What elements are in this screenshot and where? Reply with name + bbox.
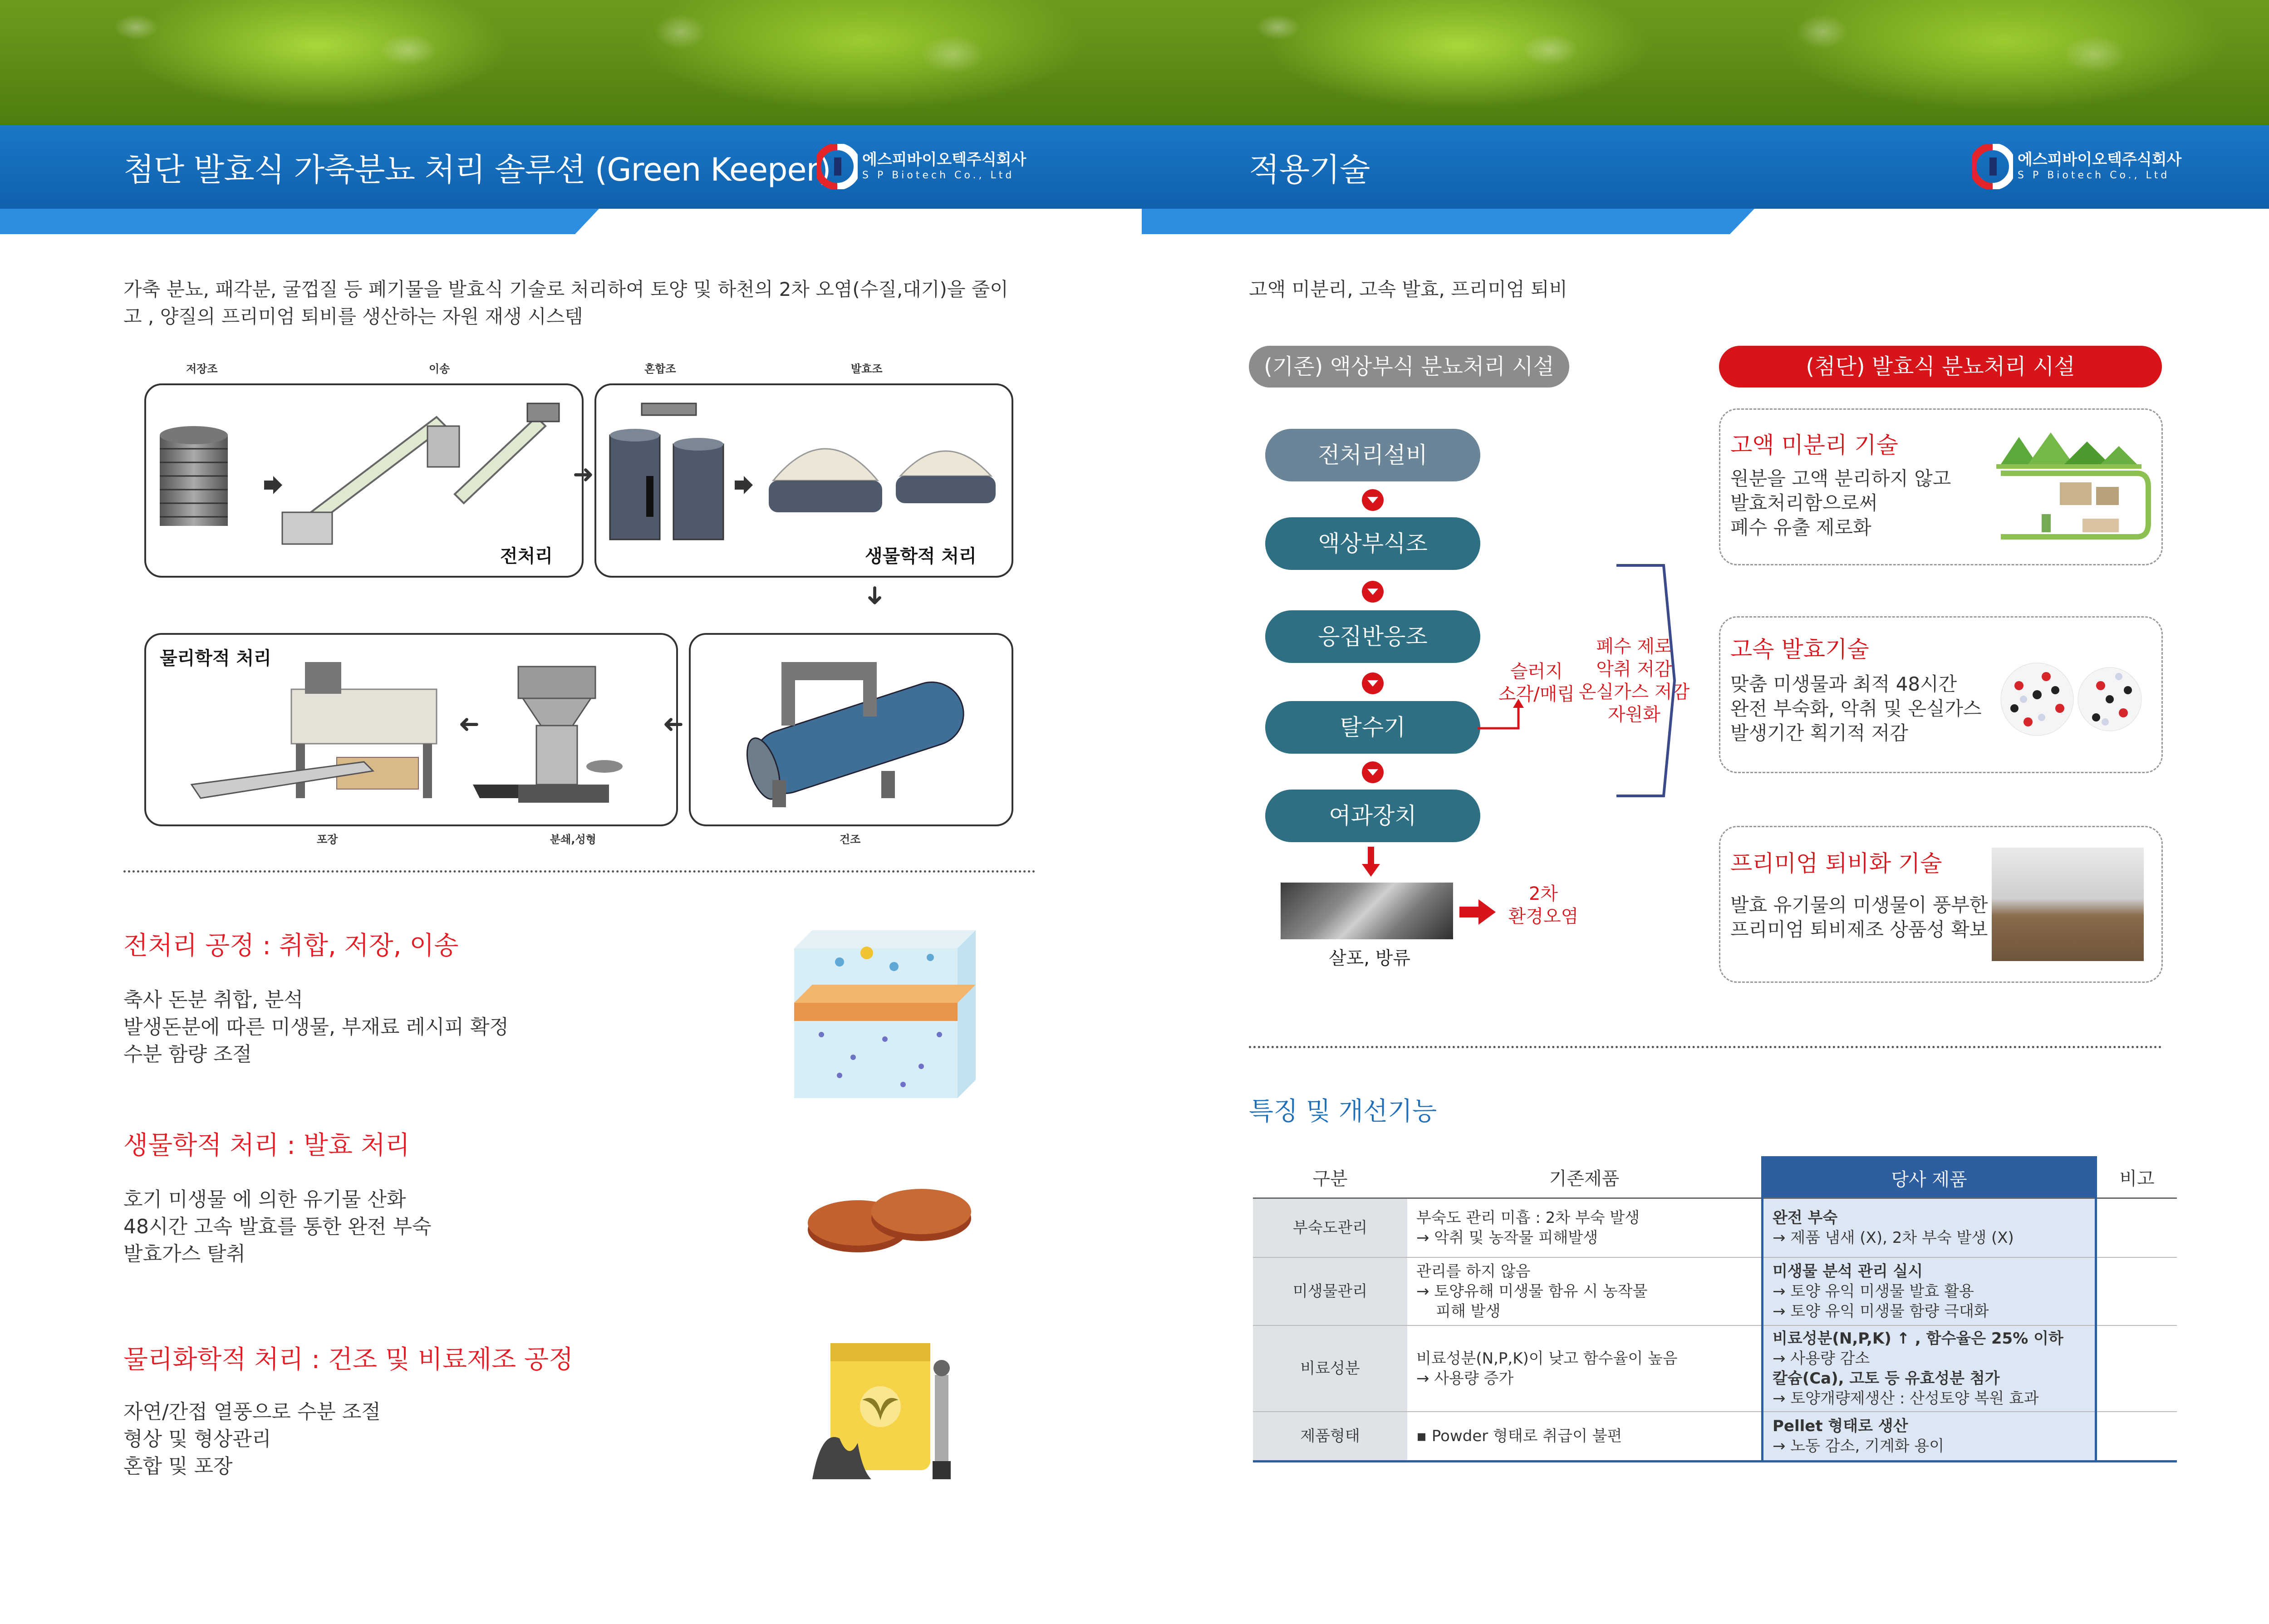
microbe-layer-illustration (785, 921, 985, 1112)
row-legacy (1407, 1198, 1763, 1257)
page-title: 첨단 발효식 가축분뇨 처리 솔루션 (Green Keeper) (123, 151, 831, 188)
feature-description (1730, 672, 1982, 746)
down-arrow-icon (1362, 581, 1384, 603)
dotted-divider (1249, 1046, 2162, 1048)
feature-title: 고액 미분리 기술 (1730, 432, 1898, 458)
discharge-photo (1281, 883, 1453, 939)
biological-box (594, 383, 1013, 578)
cell-line: → 악취 및 농작물 피해발생 (1416, 1228, 1598, 1247)
cell-line: → 제품 냄새 (X), 2차 부숙 발생 (X) (1773, 1228, 2014, 1247)
feature-line: 발효 유기물의 미생물이 풍부한 (1730, 894, 1988, 916)
comparison-table (1253, 1156, 2177, 1462)
cell-line: 관리를 하지 않음 (1416, 1262, 1531, 1281)
dryer-illustration (691, 635, 1012, 824)
chevron-right-icon (1614, 563, 1677, 799)
list-item: 48시간 고속 발효를 통한 완전 부숙 (123, 1215, 432, 1238)
cell-line: → 토양 유익 미생물 발효 활용 (1773, 1282, 1974, 1300)
row-legacy (1407, 1257, 1763, 1325)
list-item: 형상 및 형상관리 (123, 1428, 271, 1451)
intro-line: 가축 분뇨, 패각분, 굴껍질 등 폐기물을 발효식 기술로 처리하여 토양 및 하천의 2차 오염(수질,대기)을 줄이 (123, 278, 1008, 300)
cell-line: → 사용량 증가 (1416, 1369, 1514, 1388)
row-category: 제품형태 (1253, 1412, 1407, 1462)
section-title-biological: 생물학적 처리 : 발효 처리 (123, 1131, 410, 1160)
cell-line: → 노동 감소, 기계화 용이 (1773, 1437, 1945, 1455)
benefit-note-line: 폐수 제로 (1596, 636, 1672, 657)
label-drying: 건조 (840, 833, 861, 846)
right-red-arrow-icon (1459, 899, 1496, 925)
benefit-note-line: 온실가스 저감 (1578, 682, 1690, 702)
header-category: 구분 (1253, 1158, 1407, 1198)
sludge-note-line: 슬러지 (1510, 661, 1563, 682)
down-arrow-icon (1362, 489, 1384, 511)
dotted-divider (123, 870, 1036, 873)
section-text-pretreatment (123, 986, 509, 1068)
leaf-banner-image (1142, 0, 2269, 125)
arrow-down-icon: ➜ (860, 585, 890, 606)
feature-line: 발생기간 획기적 저감 (1730, 722, 1908, 744)
benefit-note-line: 악취 저감 (1596, 659, 1672, 680)
intro-text (123, 276, 1058, 330)
arrow-left-icon: ➜ (458, 710, 480, 740)
cell-line: Pellet 형태로 생산 (1773, 1417, 1908, 1435)
row-category: 미생물관리 (1253, 1257, 1407, 1325)
pretreatment-label: 전처리 (500, 546, 553, 567)
list-item: 수분 함량 조절 (123, 1043, 252, 1066)
feature-card-fast-fermentation (1719, 616, 2163, 773)
list-item: 축사 돈분 취합, 분석 (123, 988, 303, 1011)
feature-line: 발효처리함으로써 (1730, 492, 1878, 514)
label-crushing-forming: 분쇄,성형 (550, 833, 596, 846)
section-title-pretreatment: 전처리 공정 : 취합, 저장, 이송 (123, 931, 459, 961)
pretreatment-box (144, 383, 584, 578)
down-red-arrow-icon (1360, 847, 1382, 878)
table-row (1253, 1325, 2177, 1412)
logo-korean-name: 에스피바이오텍주식회사 (2018, 151, 2182, 169)
section-text-physicochemical (123, 1398, 381, 1480)
feature-card-no-separation (1719, 408, 2163, 565)
row-note (2096, 1325, 2177, 1412)
feature-description (1730, 466, 1951, 540)
right-page (1142, 0, 2269, 1624)
page-title: 적용기술 (1249, 151, 1370, 188)
intro-text: 고액 미분리, 고속 발효, 프리미엄 퇴비 (1249, 278, 1568, 300)
row-category: 부숙도관리 (1253, 1198, 1407, 1257)
cell-line: → 토양유해 미생물 함유 시 농작물 (1416, 1282, 1648, 1300)
cell-line: → 토양개량제생산 : 산성토양 복원 효과 (1773, 1389, 2039, 1408)
cell-line: → 토양 유익 미생물 함량 극대화 (1773, 1302, 1989, 1320)
section-title-physicochemical: 물리화학적 처리 : 건조 및 비료제조 공정 (123, 1345, 574, 1374)
row-note (2096, 1257, 2177, 1325)
logo-english-name: S P Biotech Co., Ltd (2018, 170, 2170, 181)
sp-logo-icon (1972, 144, 2013, 189)
sp-logo-icon (817, 144, 858, 189)
list-item: 자연/간접 열풍으로 수분 조절 (123, 1400, 381, 1423)
arrow-left-icon: ➜ (663, 710, 684, 740)
advanced-facility-pill: (첨단) 발효식 분뇨처리 시설 (1719, 346, 2162, 388)
cell-line: → 사용량 감소 (1773, 1349, 1870, 1368)
legacy-facility-pill: (기존) 액상부식 분뇨처리 시설 (1249, 346, 1569, 388)
molecule-illustration (1992, 649, 2155, 749)
physical-treatment-label: 물리학적 처리 (160, 648, 271, 669)
label-transfer: 이송 (429, 363, 450, 375)
pollution-note-line: 환경오염 (1508, 906, 1579, 927)
cell-line: 부숙도 관리 미흡 : 2차 부숙 발생 (1416, 1208, 1640, 1227)
company-logo (1972, 142, 2181, 191)
row-category: 비료성분 (1253, 1325, 1407, 1412)
cell-line: 피해 발생 (1416, 1302, 1501, 1320)
label-storage-tank: 저장조 (186, 363, 218, 375)
row-ours (1763, 1412, 2096, 1462)
cell-line: 칼슘(Ca), 고토 등 유효성분 첨가 (1773, 1369, 2000, 1388)
feature-line: 프리미엄 퇴비제조 상품성 확보 (1730, 918, 1988, 941)
header-ours: 당사 제품 (1763, 1158, 2096, 1198)
table-header-row (1253, 1158, 2177, 1198)
row-ours (1763, 1198, 2096, 1257)
list-item: 호기 미생물 에 의한 유기물 산화 (123, 1188, 406, 1211)
farm-cycle-illustration (1992, 423, 2155, 550)
row-ours (1763, 1325, 2096, 1412)
feature-title: 프리미엄 퇴비화 기술 (1730, 850, 1942, 877)
leaf-banner-image (0, 0, 1142, 125)
feature-description (1730, 893, 1988, 942)
accent-strip (0, 209, 599, 234)
feature-line: 맞춤 미생물과 최적 48시간 (1730, 673, 1957, 695)
fertilizer-bag-illustration (803, 1325, 985, 1493)
feature-line: 완전 부숙화, 악취 및 온실가스 (1730, 697, 1982, 720)
list-item: 발생돈분에 따른 미생물, 부재료 레시피 확정 (123, 1016, 509, 1039)
compost-facility-photo (1992, 848, 2144, 961)
feature-card-premium-compost (1719, 826, 2163, 983)
section-text-biological (123, 1186, 431, 1268)
row-note (2096, 1412, 2177, 1462)
label-packaging: 포장 (317, 833, 338, 846)
row-legacy (1407, 1412, 1763, 1462)
sludge-note-line: 소각/매립 (1498, 684, 1575, 705)
feature-line: 폐수 유출 제로화 (1730, 516, 1871, 539)
compost-disc-illustration (803, 1180, 976, 1266)
flow-step-dehydrator: 탈수기 (1265, 701, 1480, 754)
pollution-note (1500, 883, 1586, 928)
accent-strip (1142, 209, 1754, 234)
list-item: 혼합 및 포장 (123, 1455, 233, 1478)
benefit-note-line: 자원화 (1608, 704, 1660, 725)
cell-line: 비료성분(N,P,K)이 낮고 함수율이 높음 (1416, 1349, 1678, 1368)
company-logo (817, 142, 1026, 191)
row-legacy (1407, 1325, 1763, 1412)
table-row (1253, 1412, 2177, 1462)
arrow-right-icon: ➜ (573, 460, 594, 489)
row-ours (1763, 1257, 2096, 1325)
biological-treatment-label: 생물학적 처리 (865, 546, 977, 567)
feature-line: 원분을 고액 분리하지 않고 (1730, 467, 1951, 490)
cell-line: 완전 부숙 (1773, 1208, 1838, 1227)
flow-step-filtration: 여과장치 (1265, 790, 1480, 842)
row-note (2096, 1198, 2177, 1257)
feature-title: 고속 발효기술 (1730, 636, 1869, 662)
discharge-label: 살포, 방류 (1329, 948, 1410, 969)
physical-box (144, 633, 678, 826)
header-note: 비고 (2096, 1158, 2177, 1198)
logo-english-name: S P Biotech Co., Ltd (862, 170, 1015, 181)
cell-line: 비료성분(N,P,K) ↑ , 함수율은 25% 이하 (1773, 1329, 2063, 1348)
label-mixing-tank: 혼합조 (644, 363, 676, 375)
pollution-note-line: 2차 (1528, 883, 1558, 904)
cell-line: 미생물 분석 관리 실시 (1773, 1262, 1923, 1281)
table-row (1253, 1257, 2177, 1325)
header-legacy: 기존제품 (1407, 1158, 1763, 1198)
flow-step-pretreatment: 전처리설비 (1265, 429, 1480, 481)
label-fermentation-tank: 발효조 (851, 363, 883, 375)
flow-step-coagulation: 응집반응조 (1265, 610, 1480, 663)
down-arrow-icon (1362, 761, 1384, 783)
table-row (1253, 1198, 2177, 1257)
down-arrow-icon (1362, 672, 1384, 694)
features-section-title: 특징 및 개선기능 (1249, 1097, 1437, 1126)
flow-step-liquid-decomposition: 액상부식조 (1265, 517, 1480, 570)
cell-line: ▪ Powder 형태로 취급이 불편 (1416, 1427, 1622, 1445)
drying-box (689, 633, 1013, 826)
list-item: 발효가스 탈취 (123, 1242, 246, 1266)
logo-korean-name: 에스피바이오텍주식회사 (862, 151, 1026, 169)
intro-line: 고 , 양질의 프리미엄 퇴비를 생산하는 자원 재생 시스템 (123, 305, 583, 328)
